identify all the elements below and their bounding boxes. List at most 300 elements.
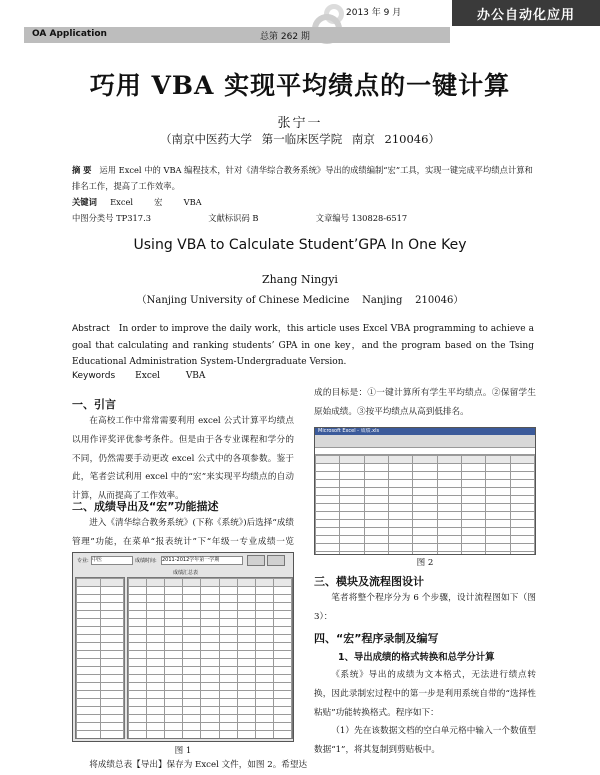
grid-cell (388, 528, 412, 536)
grid-cell (129, 675, 147, 683)
grid-cell (486, 520, 510, 528)
grid-cell (255, 595, 273, 603)
grid-cell (388, 456, 412, 464)
keywords-en-label: Keywords (72, 371, 116, 381)
grid-cell (255, 715, 273, 723)
grid-cell (147, 723, 165, 731)
grid-cell (255, 627, 273, 635)
grid-cell (201, 683, 219, 691)
grid-cell (486, 488, 510, 496)
grid-cell (340, 536, 364, 544)
grid-cell (486, 504, 510, 512)
grid-cell (147, 667, 165, 675)
grid-cell (340, 472, 364, 480)
fig1-field-major: 中医 (91, 556, 133, 565)
grid-cell (201, 739, 219, 740)
grid-cell (147, 675, 165, 683)
grid-cell (165, 683, 183, 691)
grid-cell (165, 667, 183, 675)
grid-cell (255, 619, 273, 627)
grid-cell (273, 659, 291, 667)
grid-cell (201, 579, 219, 587)
figure-1-caption: 图 1 (174, 746, 192, 756)
grid-cell (147, 603, 165, 611)
grid-cell (77, 675, 101, 683)
grid-cell (237, 739, 255, 740)
grid-cell (316, 544, 340, 552)
grid-cell (316, 528, 340, 536)
grid-cell (510, 504, 534, 512)
grid-cell (100, 683, 124, 691)
grid-cell (273, 699, 291, 707)
grid-row (129, 611, 292, 619)
grid-cell (340, 496, 364, 504)
grid-cell (388, 496, 412, 504)
grid-cell (461, 528, 485, 536)
grid-cell (437, 456, 461, 464)
grid-cell (100, 715, 124, 723)
grid-cell (237, 675, 255, 683)
grid-cell (273, 667, 291, 675)
grid-cell (165, 627, 183, 635)
grid-cell (201, 707, 219, 715)
keywords-en (72, 371, 205, 381)
abstract-cn-text: 运用 Excel 中的 VBA 编程技术，针对《清华综合教务系统》导出的成绩编制“宏”工具，实现一键完成平均绩点计算和排名工作，提高了工作效率。 (72, 165, 533, 191)
grid-cell (129, 651, 147, 659)
grid-row (316, 488, 535, 496)
abstract-en-text: In order to improve the daily work，this article uses Excel VBA programming to achieve a goal that calculating and ranking students’ GPA in one key，and the program based on the Tsing Educational Administration System-Undergraduate Version. (72, 324, 534, 367)
grid-cell (77, 723, 101, 731)
grid-cell (364, 472, 388, 480)
grid-cell (461, 472, 485, 480)
grid-cell (437, 496, 461, 504)
grid-cell (413, 456, 437, 464)
grid-cell (219, 635, 237, 643)
classification-row (72, 212, 407, 224)
grid-cell (201, 715, 219, 723)
grid-cell (316, 472, 340, 480)
keyword: Excel (135, 371, 161, 381)
grid-row (77, 603, 124, 611)
fig2-title-bar: Microsoft Excel - 成绩.xls (315, 428, 535, 435)
grid-cell (219, 707, 237, 715)
grid-cell (219, 659, 237, 667)
grid-row (77, 675, 124, 683)
grid-cell (510, 480, 534, 488)
grid-cell (165, 739, 183, 740)
grid-cell (183, 683, 201, 691)
grid-cell (273, 635, 291, 643)
grid-cell (437, 552, 461, 555)
grid-cell (237, 603, 255, 611)
grid-cell (129, 667, 147, 675)
grid-cell (316, 456, 340, 464)
grid-cell (273, 723, 291, 731)
grid-cell (461, 536, 485, 544)
grid-row (129, 731, 292, 739)
grid-cell (183, 619, 201, 627)
grid-cell (165, 651, 183, 659)
grid-cell (413, 464, 437, 472)
grid-cell (461, 464, 485, 472)
grid-row (129, 683, 292, 691)
grid-cell (183, 603, 201, 611)
grid-cell (461, 520, 485, 528)
grid-cell (77, 635, 101, 643)
grid-cell (183, 643, 201, 651)
grid-cell (437, 520, 461, 528)
grid-cell (219, 603, 237, 611)
grid-row (129, 603, 292, 611)
grid-cell (237, 659, 255, 667)
grid-cell (147, 683, 165, 691)
grid-row (77, 723, 124, 731)
fig1-student-list (75, 577, 125, 739)
abstract-cn-label: 摘 要 (72, 165, 92, 175)
keywords-cn-label: 关键词 (72, 197, 97, 207)
grid-cell (364, 544, 388, 552)
grid-cell (461, 544, 485, 552)
figure-2-screenshot (314, 427, 536, 555)
grid-cell (219, 619, 237, 627)
grid-cell (273, 643, 291, 651)
grid-cell (437, 512, 461, 520)
grid-cell (461, 504, 485, 512)
fig1-button (267, 555, 285, 566)
grid-cell (340, 488, 364, 496)
grid-cell (77, 651, 101, 659)
grid-row (77, 635, 124, 643)
grid-row (77, 667, 124, 675)
grid-cell (316, 520, 340, 528)
grid-row (129, 627, 292, 635)
journal-en-name: OA Application (32, 29, 107, 39)
grid-cell (437, 528, 461, 536)
grid-row (77, 715, 124, 723)
grid-cell (183, 731, 201, 739)
grid-cell (237, 691, 255, 699)
grid-cell (237, 595, 255, 603)
grid-cell (219, 651, 237, 659)
grid-cell (129, 699, 147, 707)
grid-cell (165, 595, 183, 603)
grid-cell (461, 496, 485, 504)
grid-cell (255, 659, 273, 667)
grid-cell (273, 579, 291, 587)
grid-cell (486, 496, 510, 504)
grid-cell (147, 579, 165, 587)
subsection-heading: 1、导出成绩的格式转换和总学分计算 (338, 652, 495, 663)
grid-cell (219, 739, 237, 740)
grid-cell (364, 536, 388, 544)
grid-cell (510, 520, 534, 528)
grid-cell (237, 619, 255, 627)
grid-cell (129, 635, 147, 643)
grid-row (129, 715, 292, 723)
grid-cell (486, 512, 510, 520)
grid-row (77, 731, 124, 739)
grid-cell (165, 731, 183, 739)
grid-cell (77, 579, 101, 587)
grid-cell (510, 472, 534, 480)
fig1-button (247, 555, 265, 566)
article-title: 巧用 VBA 实现平均绩点的一键计算 (89, 71, 511, 100)
grid-cell (340, 552, 364, 555)
grid-cell (316, 488, 340, 496)
fig1-field-term: 2011-2012学年第一学期 (161, 556, 243, 565)
grid-cell (77, 683, 101, 691)
grid-cell (129, 659, 147, 667)
grid-cell (129, 715, 147, 723)
grid-cell (461, 480, 485, 488)
grid-cell (255, 739, 273, 740)
grid-cell (100, 659, 124, 667)
grid-cell (100, 611, 124, 619)
grid-cell (340, 464, 364, 472)
grid-row (316, 464, 535, 472)
grid-cell (165, 723, 183, 731)
grid-cell (364, 464, 388, 472)
grid-cell (201, 587, 219, 595)
grid-cell (183, 667, 201, 675)
grid-cell (100, 579, 124, 587)
grid-row (129, 587, 292, 595)
grid-cell (255, 603, 273, 611)
grid-cell (340, 520, 364, 528)
grid-cell (129, 723, 147, 731)
grid-cell (77, 603, 101, 611)
grid-cell (510, 512, 534, 520)
grid-cell (273, 611, 291, 619)
grid-cell (77, 643, 101, 651)
grid-cell (510, 536, 534, 544)
grid-cell (364, 512, 388, 520)
grid-cell (364, 520, 388, 528)
grid-row (129, 659, 292, 667)
grid-cell (486, 456, 510, 464)
grid-cell (147, 699, 165, 707)
grid-cell (100, 635, 124, 643)
grid-cell (273, 739, 291, 740)
grid-cell (201, 603, 219, 611)
grid-row (316, 536, 535, 544)
grid-cell (77, 659, 101, 667)
grid-cell (273, 627, 291, 635)
grid-cell (100, 707, 124, 715)
grid-cell (100, 619, 124, 627)
grid-cell (201, 651, 219, 659)
grid-row (129, 723, 292, 731)
issue-number: 总第 262 期 (260, 32, 310, 42)
abstract-en (72, 321, 534, 371)
grid-cell (486, 464, 510, 472)
grid-cell (413, 544, 437, 552)
grid-row (129, 707, 292, 715)
grid-cell (201, 643, 219, 651)
grid-row (129, 675, 292, 683)
grid-row (316, 544, 535, 552)
grid-cell (273, 707, 291, 715)
grid-cell (388, 552, 412, 555)
author-affiliation-en: （Nanjing University of Chinese Medicine Nanjing 210046） (136, 295, 464, 306)
grid-cell (77, 619, 101, 627)
grid-cell (219, 699, 237, 707)
grid-row (129, 699, 292, 707)
grid-cell (388, 544, 412, 552)
grid-cell (219, 667, 237, 675)
grid-cell (165, 603, 183, 611)
fig2-formula-bar (315, 448, 535, 455)
grid-cell (183, 579, 201, 587)
grid-cell (273, 715, 291, 723)
grid-cell (165, 707, 183, 715)
grid-cell (100, 691, 124, 699)
grid-row (129, 651, 292, 659)
grid-cell (255, 667, 273, 675)
grid-row (77, 627, 124, 635)
grid-cell (165, 635, 183, 643)
grid-row (77, 683, 124, 691)
grid-row (129, 691, 292, 699)
grid-cell (77, 731, 101, 739)
grid-row (316, 520, 535, 528)
grid-cell (237, 715, 255, 723)
grid-cell (201, 595, 219, 603)
grid-cell (413, 536, 437, 544)
grid-cell (273, 603, 291, 611)
grid-cell (316, 512, 340, 520)
grid-cell (183, 635, 201, 643)
clc-number: 中图分类号 TP317.3 (72, 213, 151, 223)
grid-cell (486, 552, 510, 555)
grid-cell (255, 579, 273, 587)
grid-cell (510, 464, 534, 472)
grid-cell (129, 603, 147, 611)
grid-row (77, 707, 124, 715)
grid-cell (147, 595, 165, 603)
grid-cell (340, 528, 364, 536)
grid-cell (237, 731, 255, 739)
grid-cell (388, 536, 412, 544)
grid-cell (437, 488, 461, 496)
grid-cell (100, 627, 124, 635)
grid-cell (219, 595, 237, 603)
grid-cell (201, 675, 219, 683)
section-paragraph: 成的目标是：①一键计算所有学生平均绩点。②保留学生原始成绩。③按平均绩点从高到低排名。 (314, 388, 536, 417)
figure-1-screenshot (72, 552, 294, 742)
grid-cell (437, 472, 461, 480)
grid-row (129, 619, 292, 627)
grid-cell (100, 595, 124, 603)
grid-cell (510, 488, 534, 496)
grid-cell (183, 659, 201, 667)
grid-cell (437, 480, 461, 488)
grid-cell (183, 595, 201, 603)
section-paragraph: （1）先在该数据文档的空白单元格中输入一个数值型数据“1”，将其复制到剪贴板中。 (314, 726, 536, 755)
grid-cell (340, 544, 364, 552)
grid-cell (183, 611, 201, 619)
grid-cell (237, 723, 255, 731)
grid-cell (77, 699, 101, 707)
grid-cell (273, 619, 291, 627)
issue-date: 2013 年 9 月 (346, 8, 402, 18)
grid-cell (237, 627, 255, 635)
grid-cell (388, 480, 412, 488)
grid-row (77, 691, 124, 699)
grid-cell (201, 699, 219, 707)
grid-cell (201, 691, 219, 699)
grid-cell (219, 579, 237, 587)
grid-cell (413, 552, 437, 555)
fig1-label-term: 成绩时间: (135, 558, 157, 564)
section-paragraph: 笔者将整个程序分为 6 个步骤，设计流程图如下（图 3）： (314, 593, 536, 622)
grid-cell (129, 579, 147, 587)
grid-cell (364, 528, 388, 536)
grid-cell (77, 611, 101, 619)
grid-cell (413, 472, 437, 480)
abstract-en-label: Abstract (72, 324, 110, 334)
grid-cell (219, 675, 237, 683)
grid-cell (255, 611, 273, 619)
grid-cell (183, 715, 201, 723)
grid-cell (237, 611, 255, 619)
grid-row (129, 667, 292, 675)
section-heading: 二、成绩导出及“宏”功能描述 (72, 500, 219, 513)
grid-cell (364, 496, 388, 504)
grid-cell (388, 488, 412, 496)
grid-row (129, 579, 292, 587)
grid-cell (340, 480, 364, 488)
grid-row (316, 456, 535, 464)
grid-cell (237, 579, 255, 587)
grid-cell (165, 579, 183, 587)
grid-row (129, 739, 292, 740)
grid-row (77, 587, 124, 595)
grid-cell (219, 723, 237, 731)
grid-cell (413, 504, 437, 512)
grid-cell (77, 691, 101, 699)
fig1-score-table (127, 577, 293, 739)
grid-cell (100, 723, 124, 731)
grid-cell (165, 691, 183, 699)
section-heading: 一、引言 (72, 398, 116, 411)
grid-cell (273, 651, 291, 659)
grid-cell (364, 552, 388, 555)
grid-cell (129, 619, 147, 627)
grid-cell (237, 699, 255, 707)
grid-cell (165, 699, 183, 707)
grid-cell (147, 643, 165, 651)
grid-cell (413, 512, 437, 520)
grid-row (77, 659, 124, 667)
grid-cell (183, 699, 201, 707)
grid-cell (147, 587, 165, 595)
grid-cell (100, 643, 124, 651)
grid-cell (129, 731, 147, 739)
grid-cell (388, 520, 412, 528)
grid-row (129, 643, 292, 651)
grid-cell (219, 627, 237, 635)
grid-cell (77, 587, 101, 595)
grid-cell (219, 643, 237, 651)
grid-cell (147, 739, 165, 740)
grid-cell (100, 667, 124, 675)
grid-row (77, 611, 124, 619)
fig1-report-title: 成绩汇总表 (173, 570, 199, 576)
grid-cell (486, 528, 510, 536)
grid-cell (237, 651, 255, 659)
grid-cell (437, 504, 461, 512)
